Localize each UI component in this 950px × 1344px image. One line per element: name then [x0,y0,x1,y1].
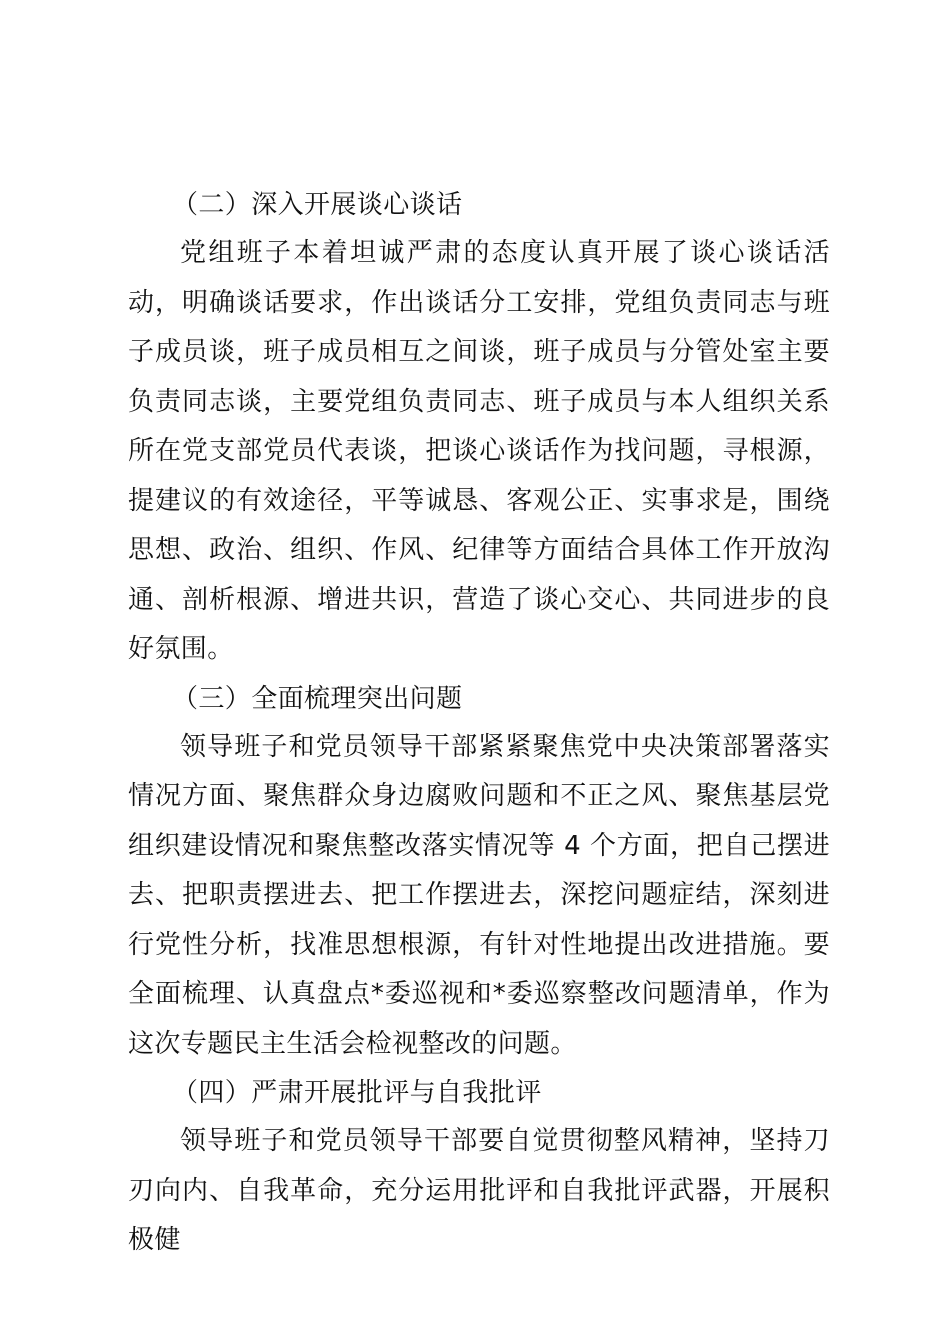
section-heading-3: （三）全面梳理突出问题 [172,683,463,714]
section-heading-4: （四）严肃开展批评与自我批评 [172,1078,542,1108]
section-heading-2: （二）深入开展谈心谈话 [172,190,463,220]
document-body [128,181,830,1266]
section-paragraph-4: 领导班子和党员领导干部要自觉贯彻整风精神，坚持刀刃向内、自我革命，充分运用批评和自我批评武器，开展积极健 [128,1126,830,1255]
section-paragraph-3: 领导班子和党员领导干部紧紧聚焦党中央决策部署落实情况方面、聚焦群众身边腐败问题和不正之风、聚焦基层党组织建设情况和聚焦整改落实情况等 4 个方面，把自己摆进去、把职责摆进去、把工作摆进去，深挖问题症结，深刻进行党性分析，找准思想根源，有针对性地提出改进措施。要全面梳理、认真盘点*委巡视和*委巡察整改问题清单，作为这次专题民主生活会检视整改的问题。 [128,731,830,1059]
section-paragraph-2: 党组班子本着坦诚严肃的态度认真开展了谈心谈话活动，明确谈话要求，作出谈话分工安排，党组负责同志与班子成员谈，班子成员相互之间谈，班子成员与分管处室主要负责同志谈，主要党组负责同志、班子成员与本人组织关系所在党支部党员代表谈，把谈心谈话作为找问题，寻根源，提建议的有效途径，平等诚恳、客观公正、实事求是，围绕思想、政治、组织、作风、纪律等方面结合具体工作开放沟通、剖析根源、增进共识，营造了谈心交心、共同进步的良好氛围。 [128,238,830,664]
